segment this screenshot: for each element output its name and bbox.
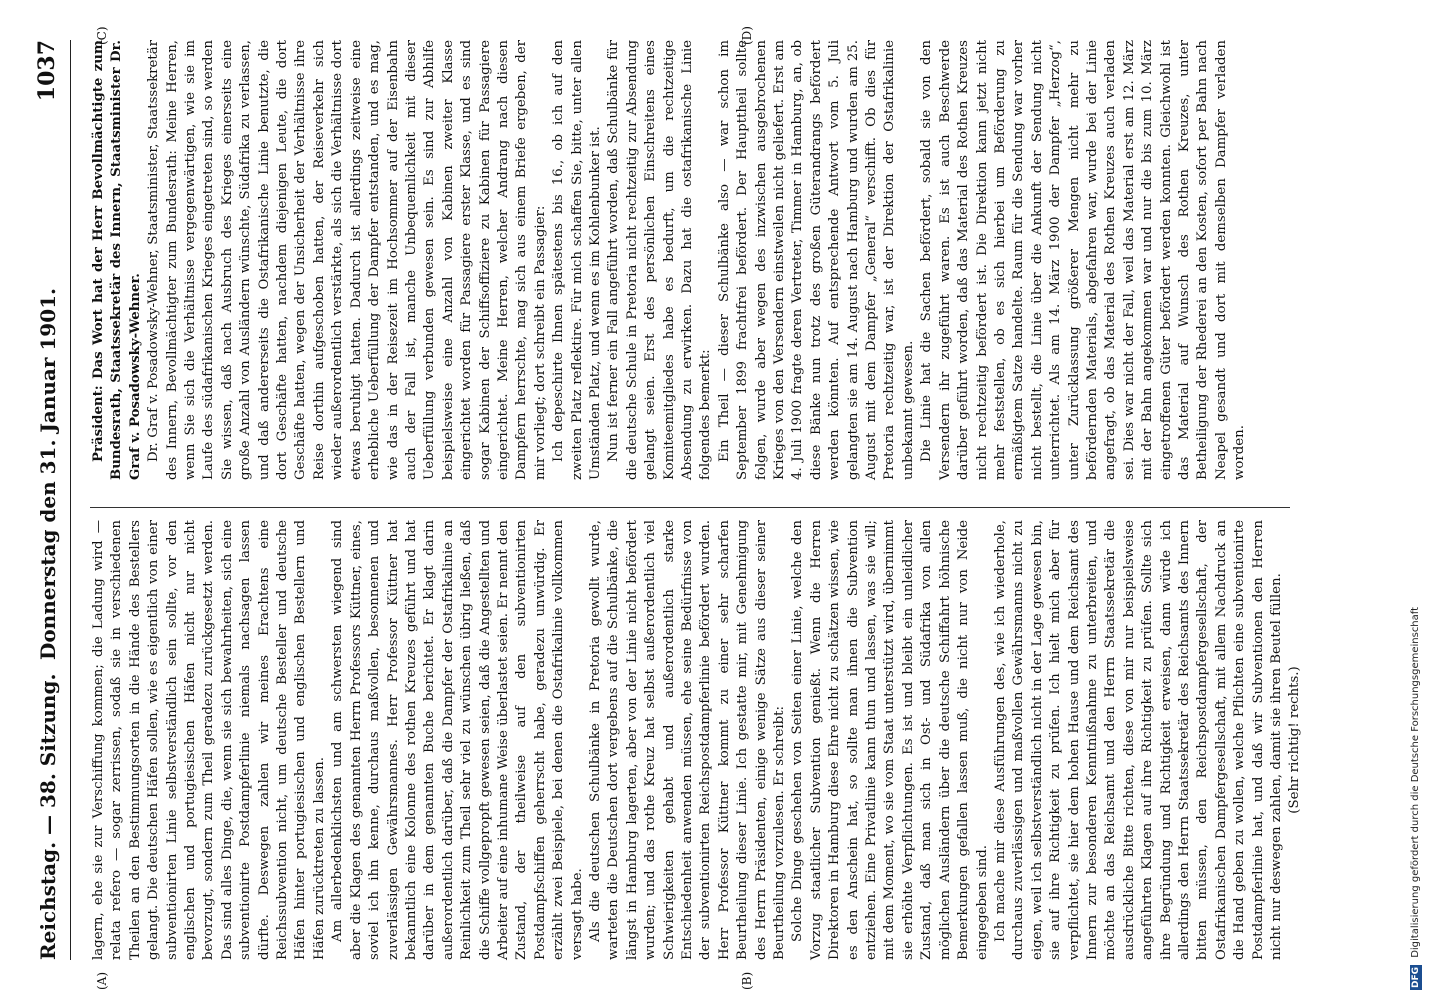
- interjection: (Sehr richtig! rechts.): [1287, 666, 1303, 814]
- quotation: Solche Dinge geschehen von Seiten einer Linie, welche den Vorzug staatlicher Subvention genießt. Wenn die Herren Direktoren in Hamburg diese Ehre nicht zu schätzen wissen, wie es den Anschein hat, so sollte man ihnen die Subvention entziehen. Eine Privatlinie kann thun und lassen, was sie will; mit dem Moment, wo sie vom Staat unterstützt wird, übernimmt sie erhöhte Verpflichtungen. Es ist und bleibt ein unleidlicher Zustand, daß man sich in Ost- und Südafrika von allen möglichen Ausländern über die deutsche Schiffahrt höhnische Bemerkungen gefallen lassen muß, die nicht nur von Neide eingegeben sind.: [790, 520, 990, 960]
- header-left-title: Reichstag. — 38. Sitzung.: [36, 673, 60, 960]
- margin-marker-b: (B): [740, 971, 754, 990]
- credit-text: Digitalisierung gefördert durch die Deutsche Forschungsgemeinschaft: [1410, 606, 1421, 958]
- margin-marker-c: (C): [95, 26, 109, 45]
- page-header: [30, 40, 71, 960]
- paragraph: lagern, ehe sie zur Verschiffung kommen; die Ladung wird — relata refero — sogar zerrissen, sodaß sie in verschiedenen Theilen an den Bestimmungsorten in die Hände des Bestellers gelangt. Die deutschen Häfen sollen, wie es eigentlich von einer subventionirten Linie selbstverständlich sein sollte, vor den englischen und portugiesischen Häfen nicht nur nicht bevorzugt, sondern zum Theil geradezu zurückgesetzt werden. Das sind alles Dinge, die, wenn sie sich bewahrheiten, sich eine subventionirte Postdampferlinie niemals nachsagen lassen dürfte. Deswegen zahlen wir meines Erachtens eine Reichssubvention nicht, um deutsche Besteller und deutsche Häfen hinter portugiesischen und englischen Bestellern und Häfen zurücktreten zu lassen.: [91, 520, 327, 960]
- left-column: [90, 520, 1305, 960]
- dfg-logo: DFG: [1411, 966, 1421, 988]
- column-divider: [90, 507, 1290, 508]
- right-column: [90, 40, 1250, 480]
- paragraph: Die Linie hat die Sachen befördert, sobald sie von den Versendern ihr zugeführt waren. Es ist auch Beschwerde darüber geführt worden, daß das Material des Rothen Kreuzes nicht rechtzeitig befördert ist. Die Direktion kann jetzt nicht mehr feststellen, ob es sich hierbei um Beförderung zu ermäßigtem Satze handelte. Raum für die Sendung war vorher nicht bestellt, die Linie über die Ankunft der Sendung nicht unterrichtet. Als am 14. März 1900 der Dampfer „Herzog“, unter Zurücklassung größerer Mengen nicht mehr zu befördernden Materials, abgefahren war, wurde bei der Linie angefragt, ob das Material des Rothen Kreuzes auch verladen sei. Dies war nicht der Fall, weil das Material erst am 12. März mit der Bahn angekommen war und nur die bis zum 10. März eingetroffenen Güter befördert werden konnten. Gleichwohl ist das Material auf Wunsch des Rothen Kreuzes, unter Betheiligung der Rhederei an den Kosten, sofort per Bahn nach Neapel gesandt und dort mit demselben Dampfer verladen worden.: [919, 40, 1248, 480]
- quotation: Ein Theil — dieser Schulbänke also — war schon im September 1899 frachtfrei befördert. Der Haupttheil sollte folgen, wurde aber wegen des inzwischen ausgebrochenen Krieges von den Versendern einstweilen nicht geliefert. Erst am 4. Juli 1900 fragte deren Vertreter, Timmer in Hamburg, an, ob diese Bänke nun trotz des großen Güterandrangs befördert werden könnten. Auf entsprechende Antwort vom 5. Juli gelangten sie am 14. August nach Hamburg und wurden am 25. August mit dem Dampfer „General“ verschifft. Ob dies für Pretoria rechtzeitig war, ist der Direktion der Ostafrikalinie unbekannt gewesen.: [716, 40, 916, 480]
- header-date: Donnerstag den 31. Januar 1901.: [36, 288, 60, 660]
- page-number: 1037: [34, 40, 60, 102]
- paragraph: Als die deutschen Schulbänke in Pretoria gewollt wurde, warteten die Deutschen dort vergebens auf die Schulbänke, die längst in Hamburg lagerten, aber von der Linie nicht befördert wurden; und das rothe Kreuz hat selbst außerordentlich viel Schwierigkeiten gehabt und außerordentlich starke Entschiedenheit anwenden müssen, ehe seine Bedürfnisse von der subventionirten Reichspostdampferlinie befördert wurden. Herr Professor Küttner kommt zu einer sehr scharfen Beurtheilung dieser Linie. Ich gestatte mir, mit Genehmigung des Herrn Präsidenten, einige wenige Sätze aus dieser seiner Beurtheilung vorzulesen. Er schreibt:: [587, 520, 788, 960]
- margin-marker-a: (A): [95, 971, 109, 990]
- paragraph: Nun ist ferner ein Fall angeführt worden, daß Schulbänke für die deutsche Schule in Pretoria nicht rechtzeitig zur Absendung gelangt seien. Erst des persönlichen Einschreitens eines Komiteemitgliedes habe es bedurft, um die rechtzeitige Absendung zu erwirken. Dazu hat die ostafrikanische Linie folgendes bemerkt:: [606, 40, 714, 480]
- paragraph: Ich mache mir diese Ausführungen des, wie ich wiederhole, durchaus zuverlässigen und maßvollen Gewährsmanns nicht zu eigen, weil ich selbstverständlich nicht in der Lage gewesen bin, sie auf ihre Richtigkeit zu prüfen. Ich hielt mich aber für verpflichtet, sie hier dem hohen Hause und dem Reichsamt des Innern zur besonderen Kenntnißnahme zu unterbreiten, und möchte an das Reichsamt und den Herrn Staatssekretär die ausdrückliche Bitte richten, diese von mir nur beispielsweise angeführten Klagen auf ihre Richtigkeit zu prüfen. Sollte sich ihre Begründung und Richtigkeit erweisen, dann würde ich allerdings den Herrn Staatssekretär des Reichsamts des Innern bitten müssen, den Reichspostdampfergesellschaft, der Ostafrikanischen Dampfergesellschaft, mit allem Nachdruck an die Hand geben zu wollen, welche Pflichten eine subventionirte Postdampferlinie hat, und daß wir Subventionen den Herren nicht nur deswegen zahlen, damit sie ihren Beutel füllen.: [992, 520, 1284, 960]
- margin-marker-d: (D): [740, 26, 754, 45]
- paragraph: Am allerbedenklichsten und am schwersten wiegend sind aber die Klagen des genannten Herrn Professors Küttner, eines, soviel ich ihn kenne, durchaus maßvollen, besonnenen und zuverlässigen Gewährsmannes. Herr Professor Küttner hat bekanntlich eine Kolonne des rothen Kreuzes geführt und hat darüber in dem genannten Buche berichtet. Er klagt darin außerordentlich darüber, daß die Dampfer der Ostafrikalinie an Reinlichkeit zum Theil sehr viel zu wünschen übrig ließen, daß die Schiffe vollgepropft gewesen seien, daß die Angestellten und Arbeiter auf eine inhumane Weise überlastet seien. Er nennt den Zustand, der theilweise auf den subventionirten Postdampfschiffen geherrscht habe, geradezu unwürdig. Er erzählt zwei Beispiele, bei denen die Ostafrikalinie vollkommen versagt habe.: [330, 520, 585, 960]
- paragraph: Dr. Graf v. Posadowsky-Wehner, Staatsminister, Staatssekretär des Innern, Bevollmächtigter zum Bundesrath: Meine Herren, wenn Sie sich die Verhältnisse vergegenwärtigen, wie sie im Laufe des südafrikanischen Krieges eingetreten sind, so werden Sie wissen, daß nach Ausbruch des Krieges einerseits eine große Anzahl von Ausländern wünschte, Südafrika zu verlassen, und daß andererseits die Ostafrikanische Linie benutzte, die dort Geschäfte hatten, nachdem diejenigen Leute, die dort Geschäfte hatten, wegen der Unsicherheit der Verhältnisse ihre Reise dorthin aufgeschoben hatten, der Reiseverkehr sich wieder außerordentlich verstärkte, als sich die Verhältnisse dort etwas beruhigt hatten. Dadurch ist allerdings zeitweise eine erhebliche Ueberfüllung der Dampfer entstanden, und es mag, wie das in der Reisezeit im Hochsommer auf der Eisenbahn auch der Fall ist, manche Unbequemlichkeit mit dieser Ueberfüllung verbunden gewesen sein. Es sind zur Abhilfe beispielsweise eine Anzahl von Kabinen zweiter Klasse eingerichtet worden für Passagiere erster Klasse, und es sind sogar Kabinen der Schiffsoffiziere zu Kabinen für Passagiere eingerichtet. Meine Herren, welcher Andrang nach diesen Dampfern herrschte, mag sich aus einem Briefe ergeben, der mir vorliegt; dort schreibt ein Passagier:: [146, 40, 548, 480]
- quotation: Ich depeschirte Ihnen spätestens bis 16., ob ich auf den zweiten Platz reflektire. Für mich schaffen Sie, bitte, unter allen Umständen Platz, und wenn es im Kohlenbunker ist.: [551, 40, 603, 480]
- digitization-credit: [1410, 10, 1426, 990]
- speaker-paragraph: Präsident: Das Wort hat der Herr Bevollmächtigte zum Bundesrath, Staatssekretär des Innern, Staatsminister Dr. Graf v. Posadowsky-Wehner.: [91, 40, 143, 480]
